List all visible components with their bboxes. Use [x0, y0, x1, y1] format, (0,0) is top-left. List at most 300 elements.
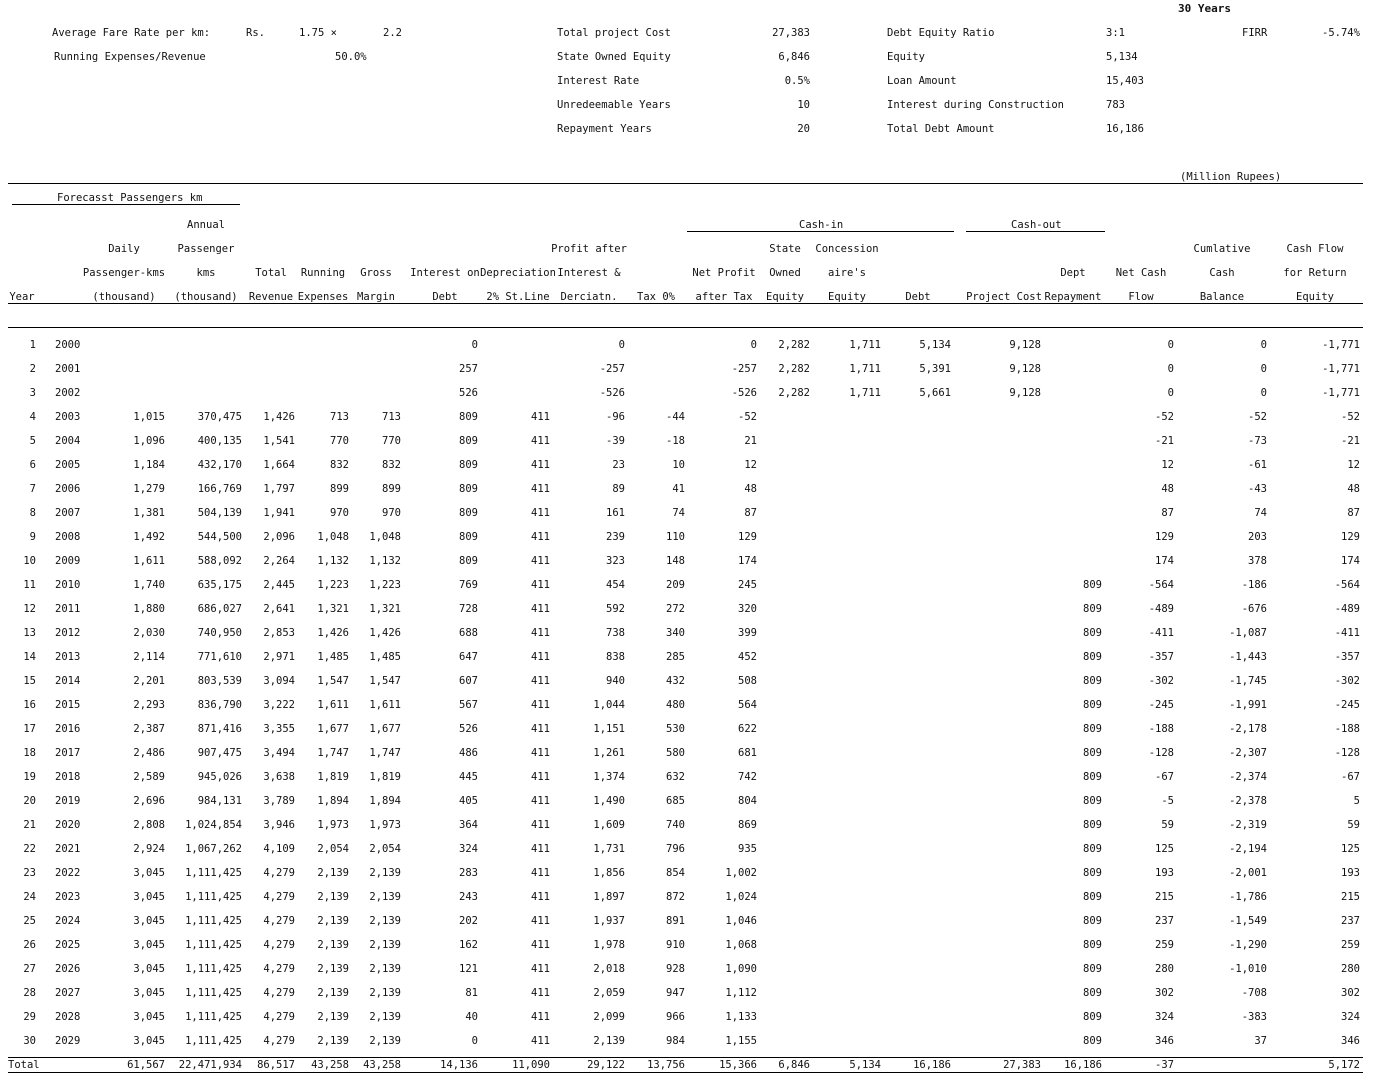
table-cell: 2,096 [263, 531, 295, 543]
param-value: 5,134 [1106, 51, 1138, 63]
table-cell: 686,027 [197, 603, 242, 615]
table-cell: 1,090 [725, 963, 757, 975]
table-cell: 1,024,854 [185, 819, 242, 831]
table-cell: 1,485 [317, 651, 349, 663]
param-label: Total Debt Amount [887, 123, 995, 135]
table-cell: 486 [459, 747, 478, 759]
table-cell: 1 [29, 339, 36, 351]
table-cell: 203 [1248, 531, 1267, 543]
table-cell: 4,279 [263, 915, 295, 927]
table-cell: 3,045 [133, 867, 165, 879]
table-cell: 411 [531, 867, 550, 879]
table-cell: 935 [738, 843, 757, 855]
table-cell: 4,279 [263, 1011, 295, 1023]
cash-out-header: Cash-out [1011, 219, 1062, 231]
table-cell: -128 [1148, 747, 1174, 759]
table-cell: -245 [1148, 699, 1174, 711]
table-cell: 5,391 [919, 363, 951, 375]
table-cell: 411 [531, 507, 550, 519]
table-cell: -2,378 [1229, 795, 1267, 807]
unit-note: (Million Rupees) [1180, 171, 1282, 183]
table-cell: -2,178 [1229, 723, 1267, 735]
table-cell: 411 [531, 579, 550, 591]
fare-rate-value: 1.75 × [299, 27, 337, 39]
table-cell: 411 [531, 603, 550, 615]
table-cell: 0 [471, 339, 478, 351]
table-cell: 769 [459, 579, 478, 591]
table-cell: 3,045 [133, 891, 165, 903]
table-cell: 445 [459, 771, 478, 783]
table-cell: 3,789 [263, 795, 295, 807]
table-cell: 838 [606, 651, 625, 663]
table-cell: 970 [382, 507, 401, 519]
table-cell: 89 [612, 483, 625, 495]
table-cell: 411 [531, 891, 550, 903]
table-cell: 526 [459, 723, 478, 735]
table-cell: 632 [666, 771, 685, 783]
param-label: Repayment Years [557, 123, 652, 135]
table-cell: -526 [731, 387, 757, 399]
table-cell: 125 [1341, 843, 1360, 855]
table-cell: 1,044 [593, 699, 625, 711]
table-cell: 2,445 [263, 579, 295, 591]
table-cell: 771,610 [197, 651, 242, 663]
table-cell: 411 [531, 411, 550, 423]
table-cell: 2,139 [317, 1011, 349, 1023]
table-cell: -188 [1148, 723, 1174, 735]
table-cell: 809 [459, 435, 478, 447]
table-cell: -2,194 [1229, 843, 1267, 855]
table-cell: 14 [23, 651, 36, 663]
table-cell: 81 [465, 987, 478, 999]
table-cell: 2,139 [317, 1035, 349, 1047]
table-cell: 1,223 [317, 579, 349, 591]
table-cell: 588,092 [197, 555, 242, 567]
table-cell: 809 [459, 459, 478, 471]
table-cell: 809 [1083, 747, 1102, 759]
column-header: kms [196, 267, 216, 279]
table-cell: 454 [606, 579, 625, 591]
table-cell: 0 [750, 339, 757, 351]
table-cell: 1,426 [317, 627, 349, 639]
table-cell: 48 [744, 483, 757, 495]
table-cell: -21 [1341, 435, 1360, 447]
table-cell: 5,134 [919, 339, 951, 351]
table-cell: 2,282 [778, 387, 810, 399]
table-cell: 3,222 [263, 699, 295, 711]
table-cell: 872 [666, 891, 685, 903]
table-cell: 1,611 [317, 699, 349, 711]
table-cell: 1,547 [317, 675, 349, 687]
table-cell: 804 [738, 795, 757, 807]
table-cell: 1,184 [133, 459, 165, 471]
table-cell: 285 [666, 651, 685, 663]
table-cell: 5,661 [919, 387, 951, 399]
table-cell: 1,024 [725, 891, 757, 903]
table-cell: 738 [606, 627, 625, 639]
table-cell: 2008 [55, 531, 81, 543]
table-cell: 18 [23, 747, 36, 759]
table-cell: 4,279 [263, 939, 295, 951]
table-cell: -676 [1241, 603, 1267, 615]
table-cell: 148 [666, 555, 685, 567]
table-cell: -1,087 [1229, 627, 1267, 639]
table-cell: -257 [599, 363, 625, 375]
table-cell: 899 [330, 483, 349, 495]
table-cell: -39 [606, 435, 625, 447]
table-cell: 1,492 [133, 531, 165, 543]
column-header: Cash Flow [1286, 243, 1344, 255]
table-cell: 2,971 [263, 651, 295, 663]
column-header: Passenger-kms [82, 267, 166, 279]
table-cell: 193 [1341, 867, 1360, 879]
table-cell: 580 [666, 747, 685, 759]
table-cell: 27,383 [1003, 1059, 1041, 1071]
column-header: Margin [357, 291, 395, 303]
column-header: Net Cash [1115, 267, 1167, 279]
table-cell: 1,609 [593, 819, 625, 831]
table-cell: 1,015 [133, 411, 165, 423]
table-cell: 899 [382, 483, 401, 495]
table-cell: -357 [1148, 651, 1174, 663]
table-cell: 16,186 [913, 1059, 951, 1071]
table-cell: 125 [1155, 843, 1174, 855]
table-cell: 9 [29, 531, 36, 543]
table-cell: 681 [738, 747, 757, 759]
table-cell: -52 [1341, 411, 1360, 423]
table-cell: 21 [744, 435, 757, 447]
table-cell: 411 [531, 1035, 550, 1047]
table-cell: 411 [531, 747, 550, 759]
column-header: Revenue [248, 291, 294, 303]
table-cell: 1,856 [593, 867, 625, 879]
param-value: 27,383 [772, 27, 810, 39]
table-cell: 2,264 [263, 555, 295, 567]
table-cell: 2,139 [317, 963, 349, 975]
table-cell: 2,139 [369, 987, 401, 999]
table-cell: 432,170 [197, 459, 242, 471]
table-cell: 215 [1341, 891, 1360, 903]
table-cell: 2003 [55, 411, 81, 423]
column-header: after Tax [695, 291, 753, 303]
table-cell: 647 [459, 651, 478, 663]
table-cell: 2009 [55, 555, 81, 567]
table-cell: 809 [1083, 891, 1102, 903]
table-cell: 13 [23, 627, 36, 639]
table-cell: 0 [471, 1035, 478, 1047]
table-cell: 129 [738, 531, 757, 543]
table-cell: 1,112 [725, 987, 757, 999]
table-cell: 378 [1248, 555, 1267, 567]
table-cell: -18 [666, 435, 685, 447]
table-cell: 4,279 [263, 987, 295, 999]
table-cell: 272 [666, 603, 685, 615]
table-cell: 2,486 [133, 747, 165, 759]
table-cell: 1,133 [725, 1011, 757, 1023]
table-cell: 9,128 [1009, 363, 1041, 375]
table-cell: 809 [1083, 915, 1102, 927]
table-cell: 43,258 [311, 1059, 349, 1071]
table-cell: 10 [672, 459, 685, 471]
table-cell: -489 [1148, 603, 1174, 615]
table-cell: 1,111,425 [185, 891, 242, 903]
table-cell: 970 [330, 507, 349, 519]
table-cell: 323 [606, 555, 625, 567]
table-cell: 832 [330, 459, 349, 471]
table-cell: 0 [618, 339, 625, 351]
table-cell: -61 [1248, 459, 1267, 471]
table-cell: 2016 [55, 723, 81, 735]
table-cell: 411 [531, 939, 550, 951]
table-cell: 245 [738, 579, 757, 591]
table-cell: 1,111,425 [185, 1035, 242, 1047]
table-cell: 1,048 [317, 531, 349, 543]
table-cell: 1,068 [725, 939, 757, 951]
table-cell: 2,808 [133, 819, 165, 831]
table-cell: 174 [1155, 555, 1174, 567]
table-cell: 526 [459, 387, 478, 399]
table-cell: 411 [531, 987, 550, 999]
column-header: Net Profit [692, 267, 756, 279]
table-cell: 411 [531, 627, 550, 639]
table-cell: 2012 [55, 627, 81, 639]
table-cell: -5 [1161, 795, 1174, 807]
column-header: Interest & [557, 267, 621, 279]
table-cell: 1,002 [725, 867, 757, 879]
table-cell: 16 [23, 699, 36, 711]
table-cell: 23 [23, 867, 36, 879]
table-cell: 2,201 [133, 675, 165, 687]
table-cell: 129 [1155, 531, 1174, 543]
table-cell: 1,677 [317, 723, 349, 735]
table-cell: 2026 [55, 963, 81, 975]
table-cell: 259 [1155, 939, 1174, 951]
table-cell: -257 [731, 363, 757, 375]
table-cell: 4,279 [263, 867, 295, 879]
table-cell: 25 [23, 915, 36, 927]
table-cell: 2,139 [369, 939, 401, 951]
table-cell: 346 [1341, 1035, 1360, 1047]
table-cell: 280 [1155, 963, 1174, 975]
table-cell: 544,500 [197, 531, 242, 543]
table-cell: -411 [1334, 627, 1360, 639]
table-cell: 1,426 [263, 411, 295, 423]
table-cell: 809 [1083, 723, 1102, 735]
table-cell: 635,175 [197, 579, 242, 591]
table-cell: 809 [1083, 699, 1102, 711]
table-cell: 59 [1347, 819, 1360, 831]
table-cell: 452 [738, 651, 757, 663]
table-cell: 411 [531, 459, 550, 471]
column-header: State [769, 243, 801, 255]
table-cell: 7 [29, 483, 36, 495]
table-cell: 87 [1347, 507, 1360, 519]
table-cell: 871,416 [197, 723, 242, 735]
table-cell: -128 [1334, 747, 1360, 759]
table-cell: 302 [1155, 987, 1174, 999]
table-cell: 891 [666, 915, 685, 927]
table-cell: 2,293 [133, 699, 165, 711]
table-cell: 1,897 [593, 891, 625, 903]
column-header: Balance [1199, 291, 1245, 303]
table-cell: 2027 [55, 987, 81, 999]
table-cell: 2,139 [369, 963, 401, 975]
table-cell: 2018 [55, 771, 81, 783]
table-cell: 59 [1161, 819, 1174, 831]
table-cell: 809 [1083, 627, 1102, 639]
table-cell: 592 [606, 603, 625, 615]
table-cell: 2 [29, 363, 36, 375]
table-cell: -21 [1155, 435, 1174, 447]
table-cell: 110 [666, 531, 685, 543]
table-cell: 1,894 [369, 795, 401, 807]
table-cell: 1,711 [849, 387, 881, 399]
table-cell: 809 [1083, 987, 1102, 999]
table-cell: 2,139 [369, 915, 401, 927]
table-cell: 770 [382, 435, 401, 447]
table-cell: 2,054 [317, 843, 349, 855]
table-cell: 166,769 [197, 483, 242, 495]
table-cell: 400,135 [197, 435, 242, 447]
table-cell: -2,001 [1229, 867, 1267, 879]
column-header: 2% St.Line [486, 291, 550, 303]
table-cell: 2024 [55, 915, 81, 927]
table-cell: -245 [1334, 699, 1360, 711]
table-cell: 411 [531, 771, 550, 783]
table-cell: 3,045 [133, 915, 165, 927]
table-cell: 1,973 [369, 819, 401, 831]
table-cell: 40 [465, 1011, 478, 1023]
table-cell: 770 [330, 435, 349, 447]
param-label: Equity [887, 51, 925, 63]
table-cell: 508 [738, 675, 757, 687]
table-cell: 28 [23, 987, 36, 999]
table-cell: 209 [666, 579, 685, 591]
table-cell: 504,139 [197, 507, 242, 519]
table-cell: 411 [531, 915, 550, 927]
table-cell: -52 [738, 411, 757, 423]
table-cell: 966 [666, 1011, 685, 1023]
table-cell: 1,941 [263, 507, 295, 519]
table-cell: 257 [459, 363, 478, 375]
column-header: Equity [828, 291, 866, 303]
table-cell: 129 [1341, 531, 1360, 543]
table-cell: 0 [1260, 387, 1267, 399]
table-cell: 237 [1155, 915, 1174, 927]
table-cell: 1,819 [317, 771, 349, 783]
column-header: Gross [360, 267, 392, 279]
table-cell: 713 [330, 411, 349, 423]
param-label: Interest Rate [557, 75, 640, 87]
table-cell: 6,846 [778, 1059, 810, 1071]
column-header: Running [300, 267, 346, 279]
table-cell: 202 [459, 915, 478, 927]
table-cell: 809 [1083, 819, 1102, 831]
column-header: Equity [1296, 291, 1334, 303]
table-cell: 2,387 [133, 723, 165, 735]
param-value: 10 [797, 99, 810, 111]
table-cell: 41 [672, 483, 685, 495]
table-cell: 530 [666, 723, 685, 735]
table-cell: 2020 [55, 819, 81, 831]
table-cell: 3,045 [133, 987, 165, 999]
table-cell: 5 [1353, 795, 1360, 807]
cash-in-header: Cash-in [799, 219, 844, 231]
table-cell: 2,030 [133, 627, 165, 639]
table-cell: 1,048 [369, 531, 401, 543]
table-cell: 2004 [55, 435, 81, 447]
table-cell: 3,045 [133, 939, 165, 951]
table-cell: 2,139 [369, 1011, 401, 1023]
table-cell: -2,374 [1229, 771, 1267, 783]
table-cell: 411 [531, 795, 550, 807]
table-cell: 3,045 [133, 963, 165, 975]
table-cell: 2028 [55, 1011, 81, 1023]
table-cell: 61,567 [127, 1059, 165, 1071]
table-cell: 4,279 [263, 963, 295, 975]
column-header: Debt [905, 291, 931, 303]
table-cell: 1,111,425 [185, 939, 242, 951]
table-cell: 432 [666, 675, 685, 687]
table-cell: 2,139 [317, 891, 349, 903]
table-cell: 836,790 [197, 699, 242, 711]
param-value: 783 [1106, 99, 1125, 111]
table-cell: 20 [23, 795, 36, 807]
table-cell: -67 [1155, 771, 1174, 783]
param-label: Total project Cost [557, 27, 671, 39]
table-cell: 237 [1341, 915, 1360, 927]
table-cell: 193 [1155, 867, 1174, 879]
table-cell: 21 [23, 819, 36, 831]
table-cell: -2,319 [1229, 819, 1267, 831]
table-cell: 1,046 [725, 915, 757, 927]
table-cell: 984,131 [197, 795, 242, 807]
table-cell: 742 [738, 771, 757, 783]
column-header: Total [255, 267, 287, 279]
column-header: (thousand) [92, 291, 156, 303]
column-header: Dept [1060, 267, 1086, 279]
param-label: State Owned Equity [557, 51, 671, 63]
table-cell: -564 [1334, 579, 1360, 591]
table-cell: 1,978 [593, 939, 625, 951]
table-cell: 87 [1161, 507, 1174, 519]
table-cell: 22 [23, 843, 36, 855]
column-header: Repayment [1044, 291, 1102, 303]
table-cell: -67 [1341, 771, 1360, 783]
column-header: aire's [828, 267, 866, 279]
table-cell: -52 [1155, 411, 1174, 423]
table-cell: -1,771 [1322, 363, 1360, 375]
table-cell: -43 [1248, 483, 1267, 495]
table-cell: 2015 [55, 699, 81, 711]
column-header: Derciatn. [560, 291, 618, 303]
table-cell: 1,819 [369, 771, 401, 783]
table-cell: -383 [1241, 1011, 1267, 1023]
table-cell: 803,539 [197, 675, 242, 687]
table-cell: 2,054 [369, 843, 401, 855]
table-cell: 2,139 [369, 891, 401, 903]
table-cell: -708 [1241, 987, 1267, 999]
param-value: 15,403 [1106, 75, 1144, 87]
table-cell: 1,747 [317, 747, 349, 759]
table-cell: 86,517 [257, 1059, 295, 1071]
table-cell: 2,059 [593, 987, 625, 999]
table-cell: 48 [1347, 483, 1360, 495]
table-cell: -1,745 [1229, 675, 1267, 687]
table-cell: 5,134 [849, 1059, 881, 1071]
table-cell: 1,490 [593, 795, 625, 807]
table-cell: 2,139 [369, 867, 401, 879]
